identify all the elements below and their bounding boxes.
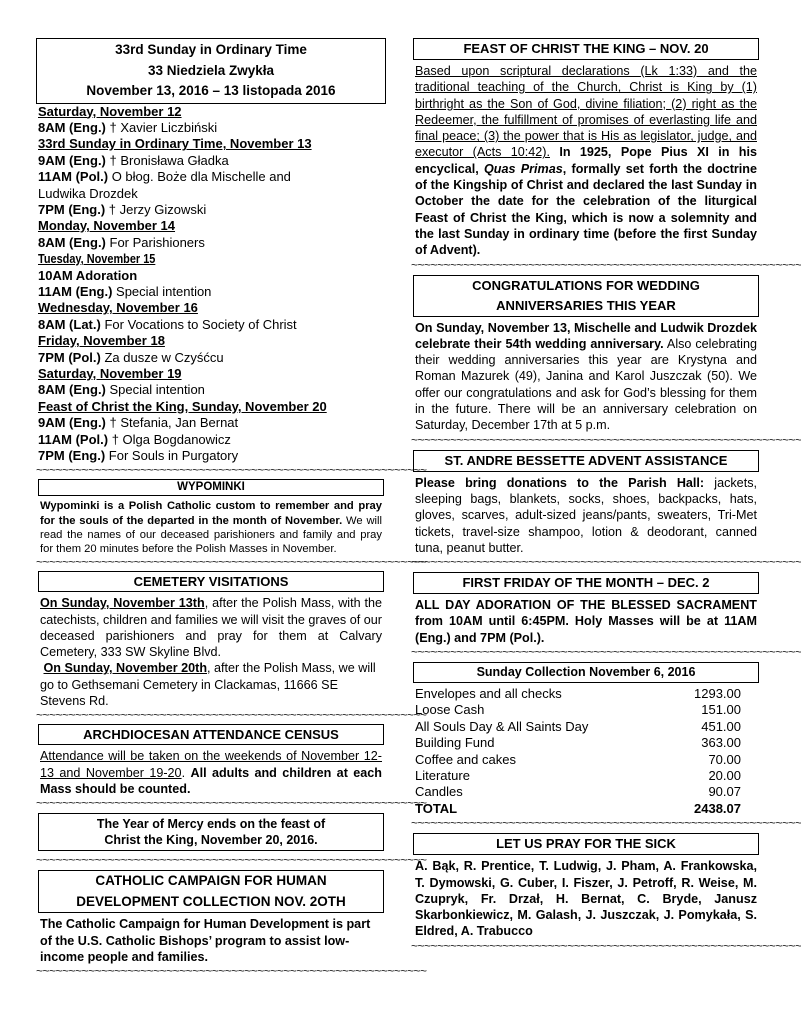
separator: ~~~~~~~~~~~~~~~~~~~~~~~~~~~~~~~~~~~~~~~~~~~~~~~~~~~~~~~~~~~~ (411, 257, 801, 272)
mass-intention: † Stefania, Jan Bernat (105, 415, 239, 431)
campaign-text: The Catholic Campaign for Human Development is part of the U.S. Catholic Bishops’ program to assist low-income people and families. (40, 917, 371, 964)
census-punct: . (181, 765, 191, 780)
mass-time: 10AM Adoration (38, 267, 138, 283)
mass-intention: Ludwika Drozdek (38, 185, 138, 201)
header-date: November 13, 2016 – 13 listopada 2016 (86, 83, 336, 98)
collection-row (411, 702, 761, 718)
mass-intention: For Vocations to Society of Christ (100, 316, 297, 332)
collection-label: Envelopes and all checks (415, 686, 562, 702)
collection-amount: 151.00 (701, 702, 741, 718)
separator: ~~~~~~~~~~~~~~~~~~~~~~~~~~~~~~~~~~~~~~~~~~~~~~~~~~~~~~~~~~~~ (36, 463, 427, 478)
header-title-polish: 33 Niedziela Zwykła (147, 62, 275, 78)
first-friday-title: FIRST FRIDAY OF THE MONTH – DEC. 2 (413, 572, 759, 594)
feast-scripture: Based upon scriptural declarations (Lk 1:33) and the traditional teaching of the Church, Christ is King by (1) birthright as the Son of God, divine filiation; (2) right as the Redeemer, the fulfillment of promises of everlasting life and final peace; (3) the power that is His as legislator, judge, and executor (Acts 10:42). (415, 64, 757, 160)
schedule-day-heading (38, 104, 386, 120)
collection-amount: 363.00 (701, 735, 741, 751)
collection-amount: 70.00 (708, 751, 741, 767)
schedule-day: Wednesday, November 16 (38, 300, 198, 316)
mercy-line-1: The Year of Mercy ends on the feast of (96, 817, 326, 832)
collection-label: Coffee and cakes (415, 751, 516, 767)
mass-time: 9AM (Eng.) (38, 415, 106, 431)
sick-list: A. Bąk, R. Prentice, T. Ludwig, J. Pham, A. Frankowska, T. Dymowski, G. Cuber, I. Fiszer, J. Petroff, R. Weise, M. Czupryk, Fr. Drzał, H. Bernat, C. Bryde, Janusz Skarbonkiewicz, M. Galash, J. Juszczak, J. Pomykała, S. Eldred, A. Trabucco (415, 859, 757, 939)
wedding-bold: On Sunday, November 13, Mischelle and Ludwik Drozdek celebrate their 54th wedding anniversary. (415, 320, 757, 351)
schedule-mass (38, 415, 386, 431)
collection-row (411, 686, 761, 702)
schedule-day-heading (38, 333, 386, 349)
mass-intention: Za dusze w Czyśćcu (100, 349, 224, 365)
mass-time: 11AM (Eng.) (38, 283, 113, 299)
left-column (36, 38, 427, 979)
mass-time: 7PM (Eng.) (38, 201, 106, 217)
separator: ~~~~~~~~~~~~~~~~~~~~~~~~~~~~~~~~~~~~~~~~~~~~~~~~~~~~~~~~~~~~ (411, 555, 801, 570)
mass-intention: O błog. Boże dla Mischelle and (108, 169, 291, 185)
schedule-mass (38, 432, 386, 448)
mass-intention: † Olga Bogdanowicz (108, 431, 231, 447)
mass-intention: Special intention (105, 382, 205, 398)
collection-label: All Souls Day & All Saints Day (415, 718, 589, 734)
collection-label: Building Fund (415, 735, 495, 751)
collection-amount: 1293.00 (694, 686, 741, 702)
wedding-title-1: CONGRATULATIONS FOR WEDDING (472, 277, 700, 293)
right-column (411, 38, 801, 953)
collection-row (411, 719, 761, 735)
collection-amount: 451.00 (701, 718, 741, 734)
mass-time: 11AM (Pol.) (38, 431, 109, 447)
mass-time: 8AM (Lat.) (38, 316, 101, 332)
schedule-mass (38, 382, 386, 398)
census-dates: Attendance will be taken on the weekends of November 12-13 and November 19-20 (40, 749, 382, 780)
mass-time: 8AM (Eng.) (38, 234, 106, 250)
collection-total-row (411, 801, 761, 817)
feast-bold-1: In 1925, Pope Pius XI in his encyclical, (415, 145, 758, 176)
separator: ~~~~~~~~~~~~~~~~~~~~~~~~~~~~~~~~~~~~~~~~~~~~~~~~~~~~~~~~~~~~ (36, 708, 427, 723)
schedule-day-heading (38, 366, 386, 382)
schedule-day-heading (38, 251, 386, 267)
schedule-mass (38, 235, 386, 251)
mass-intention: For Souls in Purgatory (105, 448, 239, 464)
schedule-day-heading (38, 399, 386, 415)
cemetery-date-2: On Sunday, November 20th (43, 661, 208, 676)
schedule-day: Saturday, November 19 (38, 366, 182, 381)
collection-row (411, 768, 761, 784)
collection-title: Sunday Collection November 6, 2016 (413, 662, 759, 683)
schedule-day-heading (38, 218, 386, 234)
mass-time: 11AM (Pol.) (38, 169, 109, 185)
separator: ~~~~~~~~~~~~~~~~~~~~~~~~~~~~~~~~~~~~~~~~~~~~~~~~~~~~~~~~~~~~ (36, 555, 427, 570)
mass-intention: For Parishioners (105, 234, 205, 250)
bessette-bold: Please bring donations to the Parish Hall: (415, 475, 705, 490)
wypominki-bold: Wypominki is a Polish Catholic custom to remember and pray for the souls of the departed in the month of November. (40, 500, 382, 527)
wypominki-text (36, 499, 386, 556)
wedding-title-2: ANNIVERSARIES THIS YEAR (496, 297, 676, 313)
separator: ~~~~~~~~~~~~~~~~~~~~~~~~~~~~~~~~~~~~~~~~~~~~~~~~~~~~~~~~~~~~ (411, 816, 801, 831)
collection-row (411, 735, 761, 751)
separator: ~~~~~~~~~~~~~~~~~~~~~~~~~~~~~~~~~~~~~~~~~~~~~~~~~~~~~~~~~~~~ (411, 432, 801, 447)
first-friday-text: ALL DAY ADORATION OF THE BLESSED SACRAMENT from 10AM until 6:45PM. Holy Masses will be at 11AM (Eng.) and 7PM (Pol.). (415, 598, 757, 645)
mass-time: 7PM (Pol.) (38, 349, 101, 365)
cemetery-date-1: On Sunday, November 13th (40, 596, 205, 611)
schedule-mass (38, 169, 386, 185)
bulletin-header (36, 38, 386, 104)
schedule-mass (38, 284, 386, 300)
schedule-day: Tuesday, November 15 (38, 251, 156, 267)
header-title: 33rd Sunday in Ordinary Time (115, 42, 307, 57)
cemetery-body-2: , after the Polish Mass, we will go to Gethsemani Cemetery in Clackamas, 11666 SE Stevens Rd. (40, 661, 376, 709)
census-bold: All adults and children at each Mass should be counted. (40, 765, 383, 796)
collection-row (411, 784, 761, 800)
cemetery-text (36, 595, 386, 709)
mass-intention: † Xavier Liczbiński (105, 119, 218, 135)
schedule-day: Friday, November 18 (38, 333, 165, 349)
wypominki-title: WYPOMINKI (38, 479, 384, 496)
collection-total-amount: 2438.07 (694, 800, 741, 816)
collection-label: Literature (415, 768, 470, 784)
schedule-day-heading (38, 300, 386, 316)
schedule-day: Feast of Christ the King, Sunday, November 20 (38, 398, 327, 414)
census-title: ARCHDIOCESAN ATTENDANCE CENSUS (38, 724, 384, 745)
schedule-mass (38, 448, 386, 464)
schedule-day: Saturday, November 12 (38, 103, 182, 119)
feast-encyclical: Quas Primas (483, 161, 563, 176)
collection-label: Loose Cash (415, 702, 485, 718)
mass-intention: † Jerzy Gizowski (105, 201, 207, 217)
schedule-mass (38, 268, 386, 284)
sick-title: LET US PRAY FOR THE SICK (413, 833, 759, 855)
cemetery-title: CEMETERY VISITATIONS (38, 571, 384, 592)
schedule-mass (38, 153, 386, 169)
wedding-title (413, 275, 759, 317)
schedule-mass (38, 120, 386, 136)
mercy-box (38, 813, 384, 851)
feast-bold-2: , formally set forth the doctrine of the Kingship of Christ and declared the last Sunday in October the date for the celebration of the liturgical Feast of Christ the King, which is now a solemnity and the last Sunday in ordinary time (before the first Sunday of Advent). (415, 161, 757, 258)
wedding-body: Also celebrating their wedding anniversaries this year are Krystyna and Roman Mazurek (49), Janina and Karol Juszczak (50). We offer our congratulations and ask for God’s blessing for them in the future. There will be an anniversary celebration on Saturday, December 17th at 5 p.m. (415, 336, 757, 433)
collection-row (411, 752, 761, 768)
separator: ~~~~~~~~~~~~~~~~~~~~~~~~~~~~~~~~~~~~~~~~~~~~~~~~~~~~~~~~~~~~ (36, 853, 427, 868)
collection-amount: 90.07 (708, 784, 741, 800)
bessette-title: ST. ANDRE BESSETTE ADVENT ASSISTANCE (413, 450, 759, 472)
mass-intention: † Bronisława Gładka (105, 152, 229, 168)
census-text (36, 748, 386, 797)
mass-time: 7PM (Eng.) (38, 448, 106, 464)
schedule-mass (38, 202, 386, 218)
campaign-title-1: CATHOLIC CAMPAIGN FOR HUMAN (95, 873, 327, 889)
cemetery-body-1: , after the Polish Mass, with the catechists, children and families we will visit the graves of our deceased parishioners and pray for them at Calvary Cemetery, 333 SW Skyline Blvd. (40, 596, 382, 660)
campaign-title-2: DEVELOPMENT COLLECTION NOV. 2OTH (76, 893, 346, 909)
collection-amount: 20.00 (708, 768, 741, 784)
collection-total-label: TOTAL (415, 800, 458, 816)
campaign-title (38, 870, 384, 913)
separator: ~~~~~~~~~~~~~~~~~~~~~~~~~~~~~~~~~~~~~~~~~~~~~~~~~~~~~~~~~~~~ (411, 645, 801, 660)
collection-label: Candles (415, 784, 463, 800)
wypominki-body: We will read the names of our deceased parishioners and family and pray for them 20 minutes before the Polish Masses in November. (40, 514, 382, 556)
schedule-day: Monday, November 14 (38, 218, 176, 234)
mass-time: 8AM (Eng.) (38, 119, 106, 135)
separator: ~~~~~~~~~~~~~~~~~~~~~~~~~~~~~~~~~~~~~~~~~~~~~~~~~~~~~~~~~~~~ (36, 964, 427, 979)
schedule-mass (38, 186, 386, 202)
separator: ~~~~~~~~~~~~~~~~~~~~~~~~~~~~~~~~~~~~~~~~~~~~~~~~~~~~~~~~~~~~ (411, 938, 801, 953)
collection-table (411, 686, 761, 801)
mass-time: 8AM (Eng.) (38, 382, 106, 398)
schedule-mass (38, 350, 386, 366)
mercy-line-2: Christ the King, November 20, 2016. (104, 833, 318, 848)
separator: ~~~~~~~~~~~~~~~~~~~~~~~~~~~~~~~~~~~~~~~~~~~~~~~~~~~~~~~~~~~~ (36, 796, 427, 811)
schedule-day-heading (38, 136, 386, 152)
schedule-mass (38, 317, 386, 333)
mass-intention: Special intention (112, 283, 212, 299)
bessette-text (411, 475, 761, 556)
bessette-body: jackets, sleeping bags, blankets, socks, shoes, backpacks, hats, gloves, scarves, adult-sized jeans/pants, sweaters, Tri-Met tickets, travel-size shampoo, lotion & deodorant, canned tuna, peanut butter. (415, 475, 757, 555)
feast-title: FEAST OF CHRIST THE KING – NOV. 20 (413, 38, 759, 60)
wedding-text (411, 320, 761, 434)
feast-text (411, 63, 761, 259)
mass-schedule (36, 104, 386, 465)
mass-time: 9AM (Eng.) (38, 152, 106, 168)
schedule-day: 33rd Sunday in Ordinary Time, November 13 (38, 136, 312, 152)
